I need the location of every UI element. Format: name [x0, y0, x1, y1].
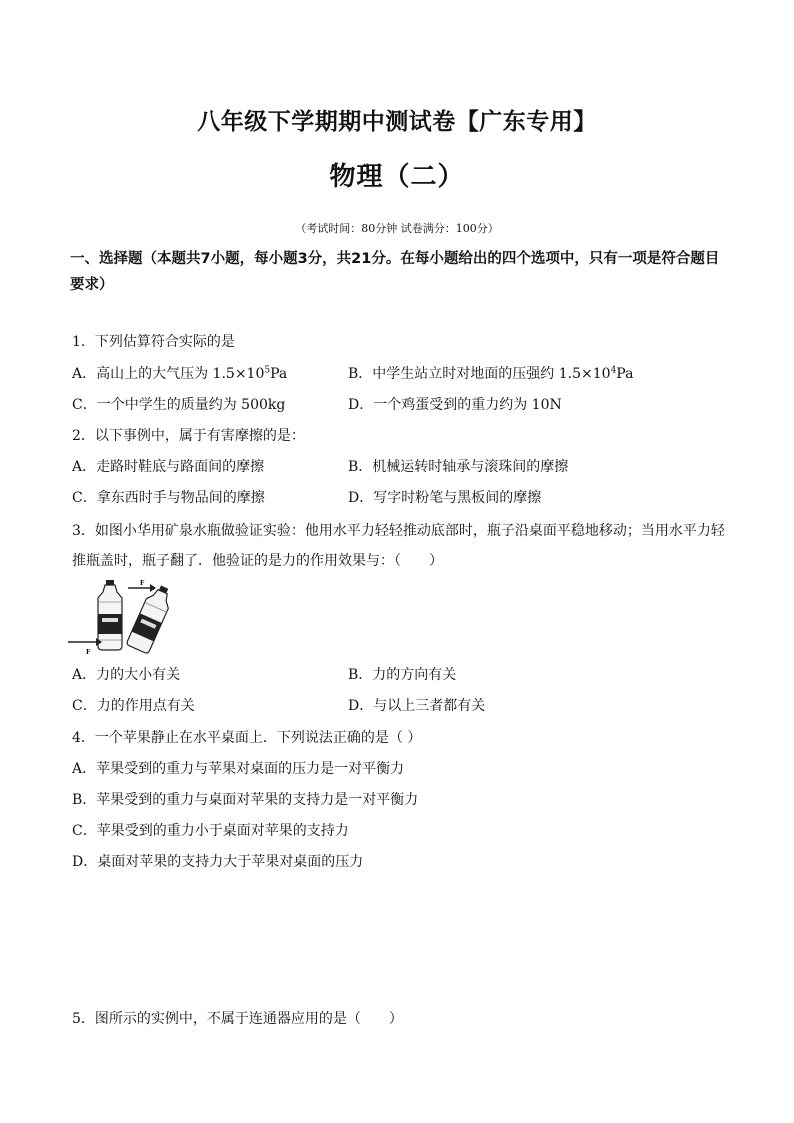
page-title: 八年级下学期期中测试卷【广东专用】: [197, 109, 597, 135]
force-label-top: F: [140, 580, 145, 587]
section-heading: 一、选择题（本题共7小题，每小题3分，共21分。在每小题给出的四个选项中，只有一项是符合题目要求）: [70, 251, 720, 293]
force-label-bottom: F: [86, 649, 91, 656]
question-5-stem: 5．图所示的实例中，不属于连通器应用的是（ ）: [72, 1011, 403, 1027]
question-4-option-c: C．苹果受到的重力小于桌面对苹果的支持力: [72, 823, 349, 839]
question-4-stem: 4．一个苹果静止在水平桌面上．下列说法正确的是（ ）: [72, 730, 422, 746]
tilted-bottle: [126, 582, 176, 654]
question-4-option-a: A．苹果受到的重力与苹果对桌面的压力是一对平衡力: [72, 761, 405, 777]
bottle-experiment-figure: [66, 580, 186, 656]
question-3-option-c: C．力的作用点有关: [72, 698, 195, 714]
question-2-stem: 2．以下事例中，属于有害摩擦的是：: [72, 428, 305, 444]
question-3-option-a: A．力的大小有关: [72, 667, 181, 683]
question-1-stem: 1．下列估算符合实际的是: [72, 334, 235, 350]
bottom-force-arrow: [68, 638, 102, 646]
question-3-stem-line2: 推瓶盖时，瓶子翻了．他验证的是力的作用效果与：（ ）: [72, 553, 443, 569]
subject-subtitle: 物理（二）: [329, 162, 465, 192]
question-1-option-b: B．中学生站立时对地面的压强约 $1.5\times 10^4Pa$: [348, 365, 634, 382]
question-1-option-a: A．高山上的大气压为 $1.5\times 10^5Pa$: [72, 365, 288, 382]
question-1-option-d: D．一个鸡蛋受到的重力约为 10N: [348, 397, 562, 413]
question-1-option-c: C．一个中学生的质量约为 500kg: [72, 397, 286, 413]
question-2-option-b: B．机械运转时轴承与滚珠间的摩擦: [348, 459, 569, 475]
question-2-option-a: A．走路时鞋底与路面间的摩擦: [72, 459, 265, 475]
question-2-option-d: D．写字时粉笔与黑板间的摩擦: [348, 490, 542, 506]
question-4-option-b: B．苹果受到的重力与桌面对苹果的支持力是一对平衡力: [72, 792, 419, 808]
question-2-option-c: C．拿东西时手与物品间的摩擦: [72, 490, 265, 506]
exam-info: （考试时间：80分钟 试卷满分：100分）: [295, 222, 499, 235]
question-3-stem-line1: 3．如图小华用矿泉水瓶做验证实验：他用水平力轻轻推动底部时，瓶子沿桌面平稳地移动；当用水平力轻: [72, 523, 725, 539]
question-4-option-d: D．桌面对苹果的支持力大于苹果对桌面的压力: [72, 854, 364, 870]
question-3-option-b: B．力的方向有关: [348, 667, 457, 683]
upright-bottle: [98, 580, 122, 650]
question-3-option-d: D．与以上三者都有关: [348, 698, 486, 714]
